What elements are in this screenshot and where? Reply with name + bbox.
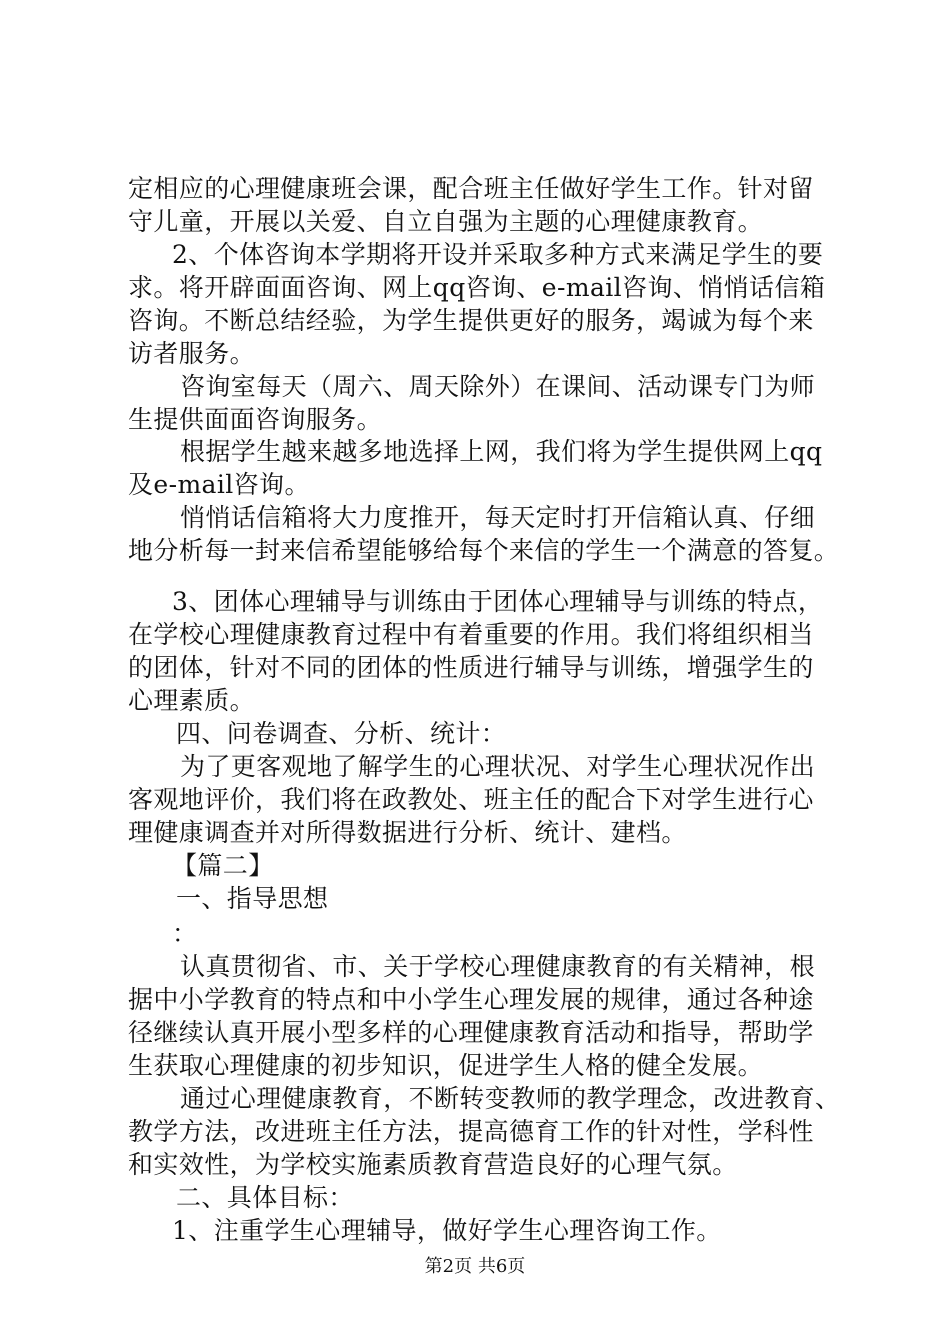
section-heading: 一、指导思想: [176, 884, 329, 913]
section-heading: 二、具体目标：: [176, 1183, 354, 1212]
body-text-line: 1、注重学生心理辅导，做好学生心理咨询工作。: [172, 1216, 722, 1245]
page-number-footer: 第2页 共6页: [424, 1256, 526, 1277]
body-text-line: 通过心理健康教育，不断转变教师的教学理念，改进教育、: [180, 1084, 841, 1113]
body-text-line: 守儿童，开展以关爱、自立自强为主题的心理健康教育。: [128, 207, 764, 236]
body-text-line: 客观地评价，我们将在政教处、班主任的配合下对学生进行心: [128, 785, 814, 814]
body-text-line: 教学方法，改进班主任方法，提高德育工作的针对性，学科性: [128, 1117, 814, 1146]
body-text-line: 据中小学教育的特点和中小学生心理发展的规律，通过各种途: [128, 985, 814, 1014]
body-text-line: 悄悄话信箱将大力度推开，每天定时打开信箱认真、仔细: [180, 503, 816, 532]
body-text-line: 地分析每一封来信希望能够给每个来信的学生一个满意的答复。: [128, 536, 840, 565]
body-text-line: 求。将开辟面面咨询、网上qq咨询、e-mail咨询、悄悄话信箱: [128, 273, 826, 302]
body-text-line: 咨询室每天（周六、周天除外）在课间、活动课专门为师: [180, 372, 816, 401]
body-text-line: 根据学生越来越多地选择上网，我们将为学生提供网上qq: [180, 437, 823, 466]
body-text-line: 定相应的心理健康班会课，配合班主任做好学生工作。针对留: [128, 174, 814, 203]
body-text-line: ：: [172, 919, 198, 948]
body-text-line: 为了更客观地了解学生的心理状况、对学生心理状况作出: [180, 752, 816, 781]
body-text-line: 生提供面面咨询服务。: [128, 405, 383, 434]
body-text-line: 3、团体心理辅导与训练由于团体心理辅导与训练的特点，: [172, 587, 824, 616]
body-text-line: 心理素质。: [128, 686, 256, 715]
body-text-line: 访者服务。: [128, 339, 256, 368]
part-heading: 【篇二】: [172, 851, 274, 880]
body-text-line: 在学校心理健康教育过程中有着重要的作用。我们将组织相当: [128, 620, 814, 649]
body-text-line: 径继续认真开展小型多样的心理健康教育活动和指导，帮助学: [128, 1018, 814, 1047]
body-text-line: 理健康调查并对所得数据进行分析、统计、建档。: [128, 818, 687, 847]
body-text-line: 和实效性，为学校实施素质教育营造良好的心理气氛。: [128, 1150, 738, 1179]
body-text-line: 2、个体咨询本学期将开设并采取多种方式来满足学生的要: [172, 240, 824, 269]
body-text-line: 的团体，针对不同的团体的性质进行辅导与训练，增强学生的: [128, 653, 814, 682]
body-text-line: 认真贯彻省、市、关于学校心理健康教育的有关精神，根: [180, 952, 816, 981]
body-text-line: 咨询。不断总结经验，为学生提供更好的服务，竭诚为每个来: [128, 306, 814, 335]
section-heading: 四、问卷调查、分析、统计：: [176, 719, 507, 748]
body-text-line: 生获取心理健康的初步知识，促进学生人格的健全发展。: [128, 1051, 764, 1080]
body-text-line: 及e-mail咨询。: [128, 470, 310, 499]
